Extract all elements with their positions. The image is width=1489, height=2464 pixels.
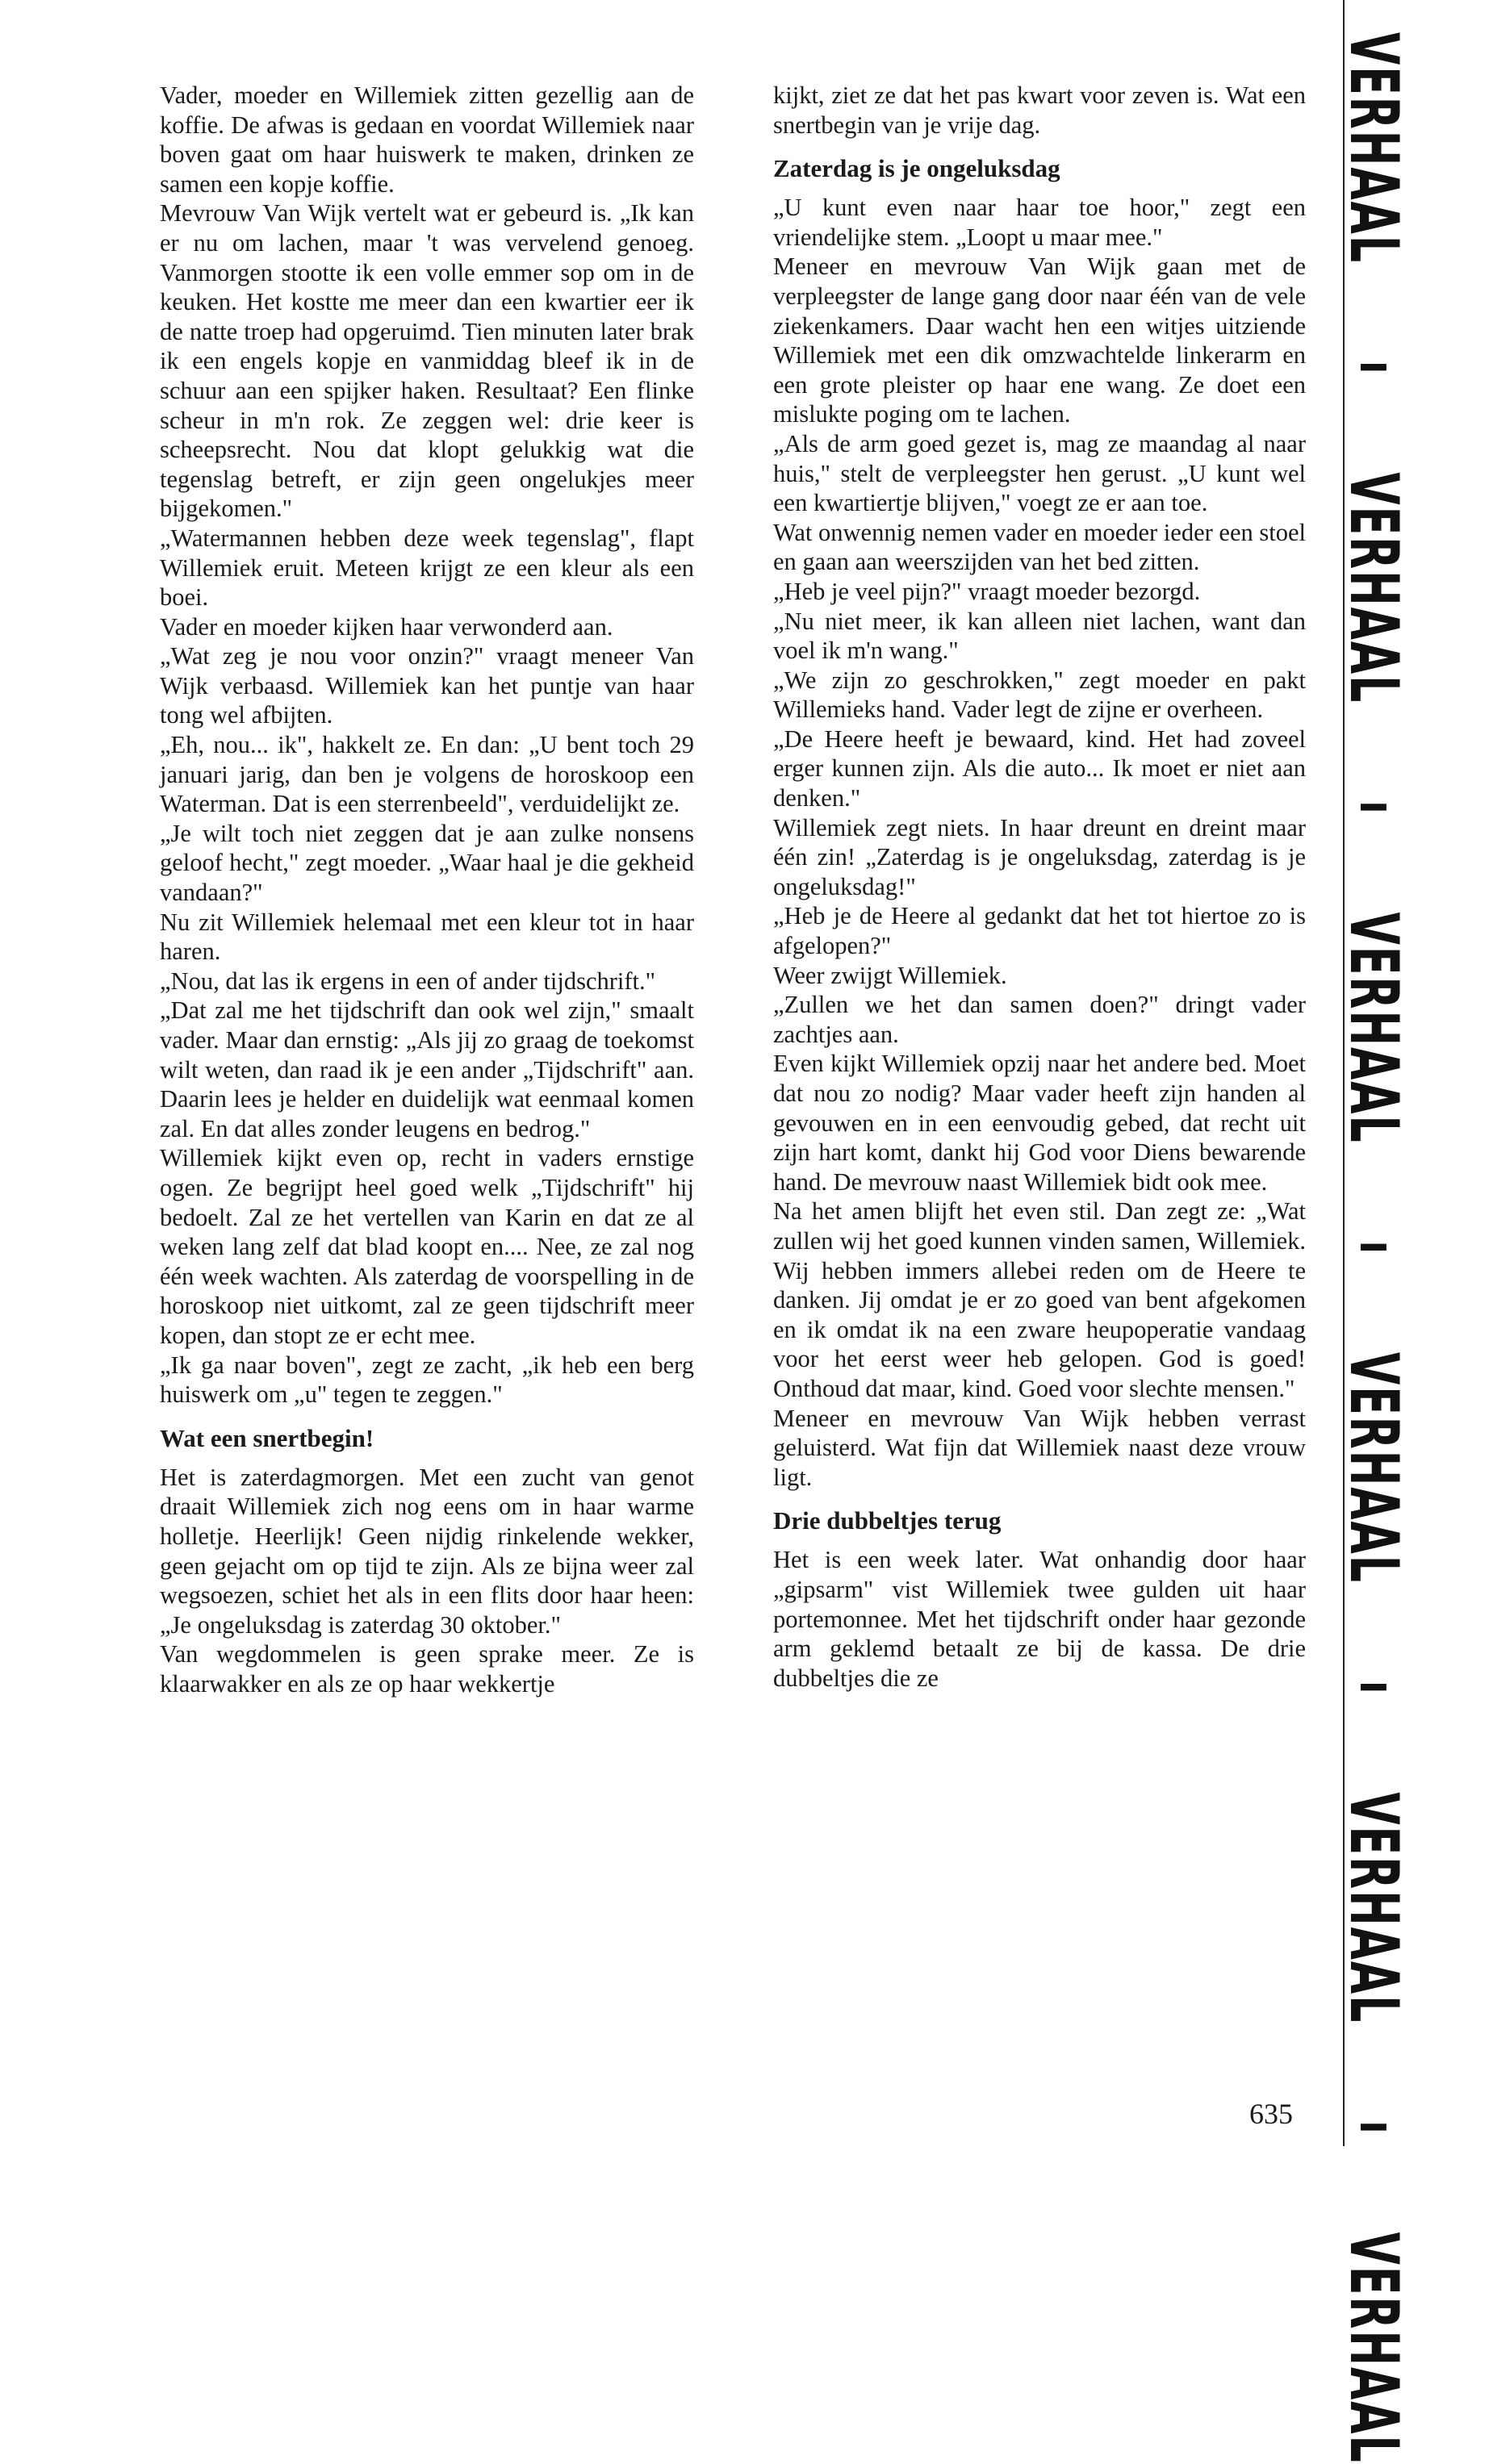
banner-word: VERHAAL	[1334, 912, 1412, 1144]
paragraph: kijkt, ziet ze dat het pas kwart voor zeven is. Wat een snertbegin van je vrije dag.	[773, 81, 1306, 139]
paragraph: „Je wilt toch niet zeggen dat je aan zulke nonsens geloof hecht," zegt moeder. „Waar haal je die gekheid vandaan?"	[160, 819, 694, 907]
section-heading: Zaterdag is je ongeluksdag	[773, 154, 1060, 183]
paragraph: „Eh, nou... ik", hakkelt ze. En dan: „U bent toch 29 januari jarig, dan ben je volgens de horoskoop een Waterman. Dat is een sterrenbeeld", verduidelijkt ze.	[160, 731, 694, 818]
banner-word: VERHAAL	[1334, 1792, 1412, 2024]
banner-word: VERHAAL	[1334, 32, 1412, 264]
paragraph: „Ik ga naar boven", zegt ze zacht, „ik heb een berg huiswerk om „u" tegen te zeggen."	[160, 1351, 694, 1409]
paragraph: Nu zit Willemiek helemaal met een kleur tot in haar haren.	[160, 908, 694, 966]
banner-word: VERHAAL	[1334, 472, 1412, 704]
paragraph: Het is een week later. Wat onhandig door haar „gipsarm" vist Willemiek twee gulden uit haar portemonnee. Met het tijdschrift onder haar gezonde arm geklemd betaalt ze bij de kassa. De drie dubbeltjes die ze	[773, 1546, 1306, 1692]
paragraph: Meneer en mevrouw Van Wijk gaan met de verpleegster de lange gang door naar één van de vele ziekenkamers. Daar wacht hen een witjes uitziende Willemiek met een dik omzwachtelde linkerarm en een grote pleister op haar ene wang. Ze doet een mislukte poging om te lachen.	[773, 253, 1306, 428]
paragraph: Wat onwennig nemen vader en moeder ieder een stoel en gaan aan weerszijden van het bed zitten.	[773, 518, 1306, 576]
section-heading: Wat een snertbegin!	[160, 1423, 374, 1452]
right-column	[773, 81, 1306, 1693]
paragraph: Even kijkt Willemiek opzij naar het andere bed. Moet dat nou zo nodig? Maar vader heeft zijn handen al gevouwen en in een eenvoudig gebed, dat recht uit zijn hart komt, dankt hij God voor Diens bewarende hand. De mevrouw naast Willemiek bidt ook mee.	[773, 1050, 1306, 1196]
side-banner-text	[1334, 32, 1412, 2464]
banner-separator: I	[1352, 1240, 1394, 1255]
paragraph: Weer zwijgt Willemiek.	[773, 961, 1007, 989]
left-column	[160, 81, 694, 1698]
paragraph: Na het amen blijft het even stil. Dan zegt ze: „Wat zullen wij het goed kunnen vinden samen, Willemiek. Wij hebben immers allebei reden om de Heere te danken. Jij omdat je er zo goed van bent afgekomen en ik omdat ik na een zware heupoperatie vandaag voor het eerst weer heb gelopen. God is goed! Onthoud dat maar, kind. Goed voor slechte mensen."	[773, 1197, 1306, 1402]
banner-separator: I	[1352, 360, 1394, 376]
banner-separator: I	[1352, 800, 1394, 816]
paragraph: Van wegdommelen is geen sprake meer. Ze is klaarwakker en als ze op haar wekkertje	[160, 1640, 694, 1698]
paragraph: „Heb je veel pijn?" vraagt moeder bezorgd.	[773, 577, 1201, 605]
section-heading: Drie dubbeltjes terug	[773, 1506, 1002, 1535]
paragraph: Willemiek kijkt even op, recht in vaders ernstige ogen. Ze begrijpt heel goed welk „Tijdschrift" hij bedoelt. Zal ze het vertellen van Karin en dat ze al weken lang zelf dat blad koopt en.... Nee, ze zal nog één week wachten. Als zaterdag de voorspelling in de horoskoop niet uitkomt, zal ze geen tijdschrift meer kopen, dan stopt ze er echt mee.	[160, 1144, 694, 1349]
paragraph: „Wat zeg je nou voor onzin?" vraagt meneer Van Wijk verbaasd. Willemiek kan het puntje van haar tong wel afbijten.	[160, 642, 694, 729]
paragraph: „Watermannen hebben deze week tegenslag", flapt Willemiek eruit. Meteen krijgt ze een kleur als een boei.	[160, 524, 694, 612]
paragraph: Willemiek zegt niets. In haar dreunt en dreint maar één zin! „Zaterdag is je ongeluksdag, zaterdag is je ongeluksdag!"	[773, 813, 1306, 900]
page-number: 635	[1249, 2098, 1293, 2130]
paragraph: „Nou, dat las ik ergens in een of ander tijdschrift."	[160, 967, 656, 995]
paragraph: „Zullen we het dan samen doen?" dringt vader zachtjes aan.	[773, 991, 1306, 1048]
banner-separator: I	[1352, 2120, 1394, 2136]
paragraph: „We zijn zo geschrokken," zegt moeder en pakt Willemieks hand. Vader legt de zijne er overheen.	[773, 666, 1306, 724]
paragraph: „Dat zal me het tijdschrift dan ook wel zijn," smaalt vader. Maar dan ernstig: „Als jij zo graag de toekomst wilt weten, dan raad ik je een ander „Tijdschrift" aan. Daarin lees je helder en duidelijk wat eenmaal komen zal. En dat alles zonder leugens en bedrog."	[160, 996, 694, 1142]
paragraph: „Nu niet meer, ik kan alleen niet lachen, want dan voel ik m'n wang."	[773, 607, 1306, 665]
paragraph: Het is zaterdagmorgen. Met een zucht van genot draait Willemiek zich nog eens om in haar warme holletje. Heerlijk! Geen nijdig rinkelende wekker, geen gejacht om op tijd te zijn. Als ze bijna weer zal wegsoezen, schiet het als in een flits door haar heen: „Je ongeluksdag is zaterdag 30 oktober."	[160, 1463, 694, 1639]
paragraph: „Heb je de Heere al gedankt dat het tot hiertoe zo is afgelopen?"	[773, 902, 1306, 960]
banner-word: VERHAAL	[1334, 1351, 1412, 1584]
banner-word: VERHAAL	[1334, 2232, 1412, 2464]
banner-separator: I	[1352, 1680, 1394, 1696]
paragraph: Mevrouw Van Wijk vertelt wat er gebeurd is. „Ik kan er nu om lachen, maar 't was vervelend genoeg. Vanmorgen stootte ik een volle emmer sop om in de keuken. Het kostte me meer dan een kwartier eer ik de natte troep had opgeruimd. Tien minuten later brak ik een engels kopje en vanmiddag bleef ik in de schuur aan een spijker haken. Resultaat? Een flinke scheur in m'n rok. Ze zeggen wel: drie keer is scheepsrecht. Nou dat klopt gelukkig wat die tegenslag betreft, er zijn geen ongelukjes meer bijgekomen."	[160, 199, 694, 523]
side-banner	[1334, 0, 1412, 2464]
paragraph: „De Heere heeft je bewaard, kind. Het had zoveel erger kunnen zijn. Als die auto... Ik moet er niet aan denken."	[773, 725, 1306, 812]
paragraph: Vader, moeder en Willemiek zitten gezellig aan de koffie. De afwas is gedaan en voordat Willemiek naar boven gaat om haar huiswerk te maken, drinken ze samen een kopje koffie.	[160, 81, 694, 198]
paragraph: „U kunt even naar haar toe hoor," zegt een vriendelijke stem. „Loopt u maar mee."	[773, 194, 1306, 251]
paragraph: „Als de arm goed gezet is, mag ze maandag al naar huis," stelt de verpleegster hen gerust. „U kunt wel een kwartiertje blijven," voegt ze er aan toe.	[773, 429, 1306, 517]
paragraph: Meneer en mevrouw Van Wijk hebben verrast geluisterd. Wat fijn dat Willemiek naast deze vrouw ligt.	[773, 1404, 1306, 1491]
paragraph: Vader en moeder kijken haar verwonderd aan.	[160, 612, 613, 641]
